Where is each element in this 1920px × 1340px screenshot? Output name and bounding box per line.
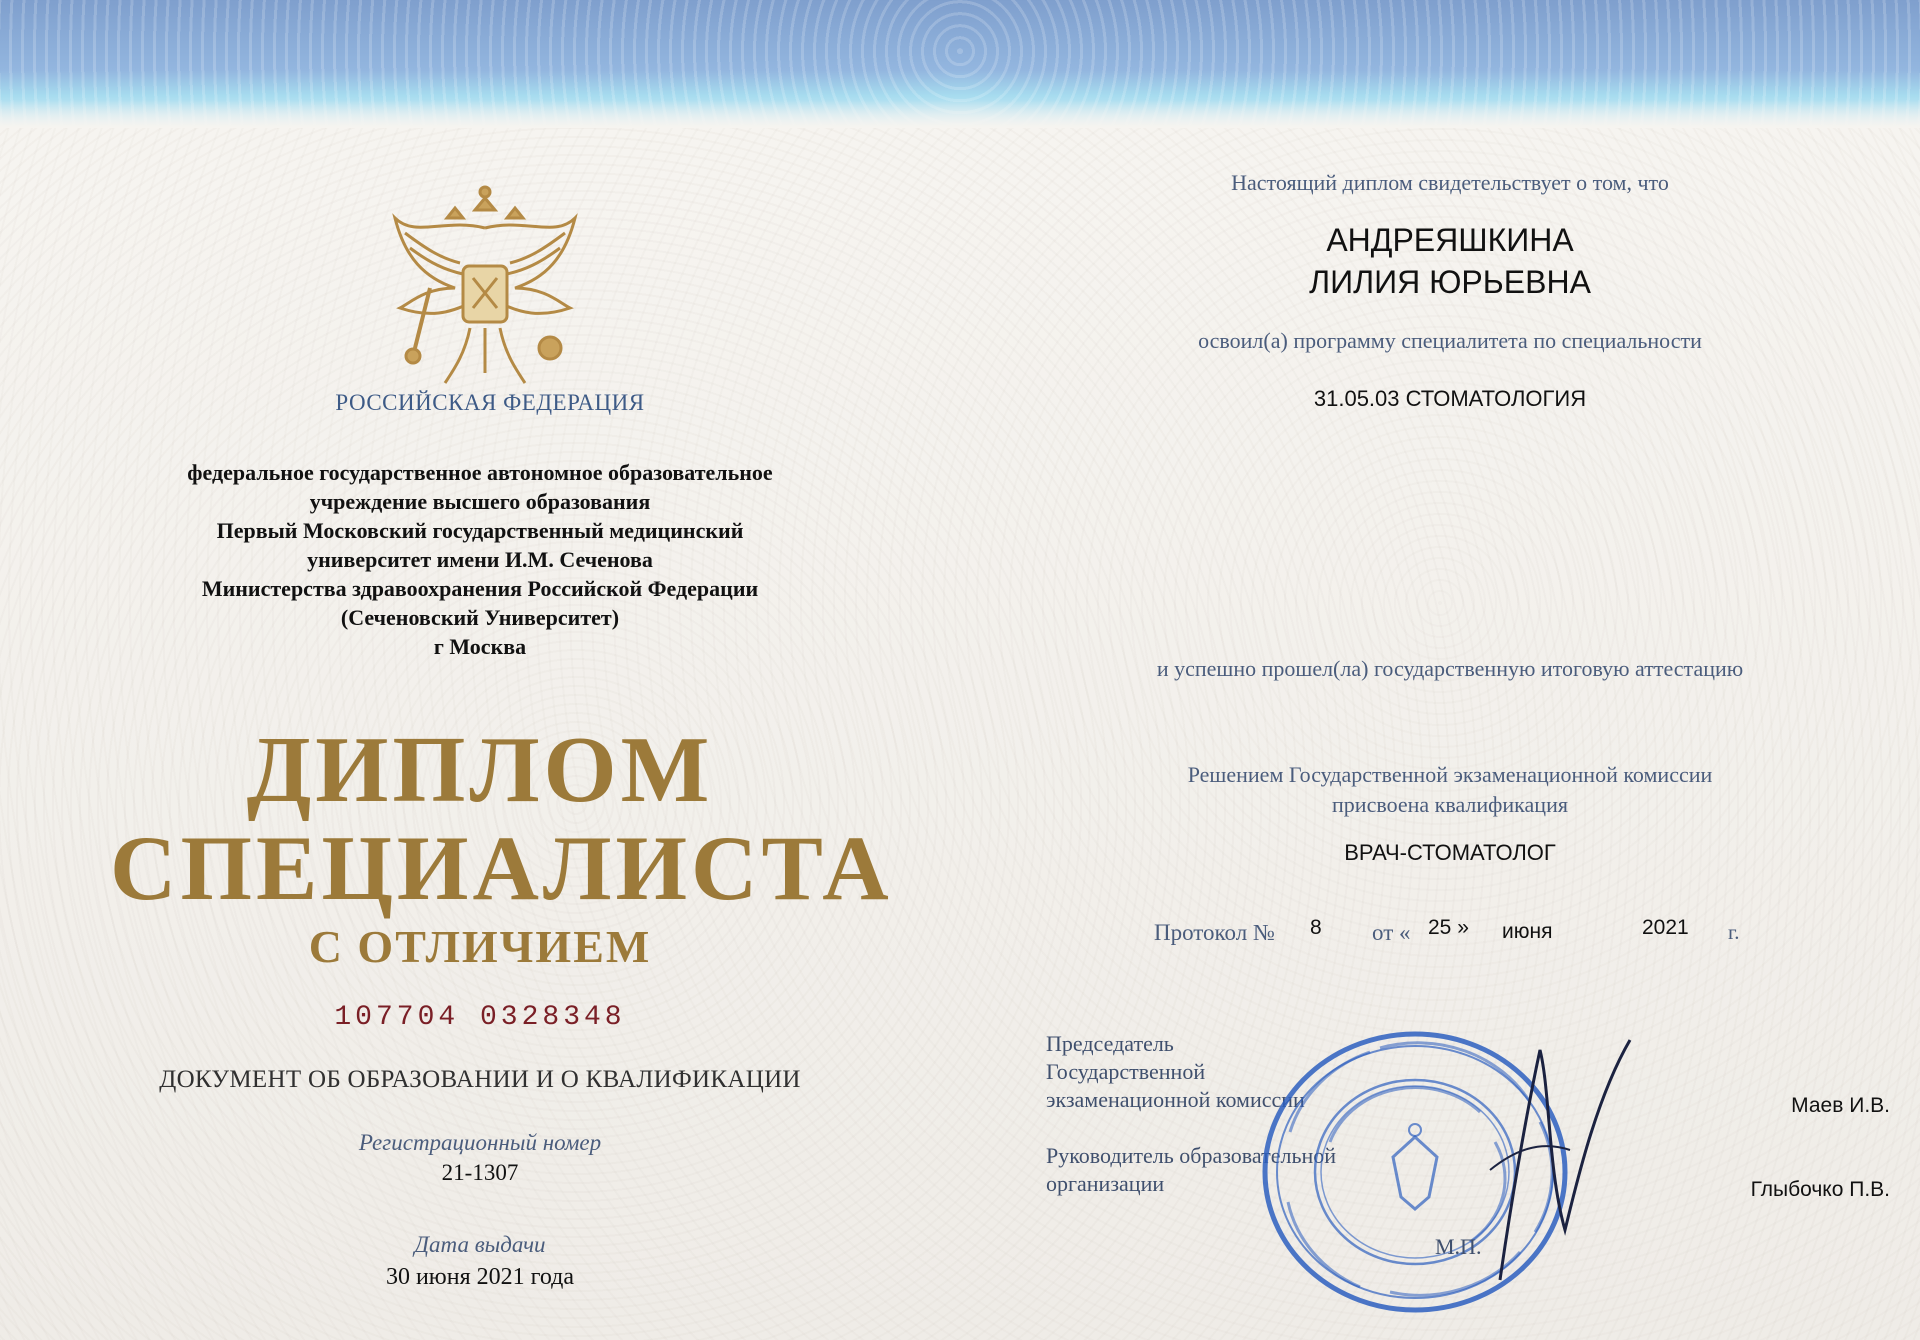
head-title-line: Руководитель образовательной — [1046, 1143, 1337, 1168]
chair-title-line: Председатель — [1046, 1031, 1174, 1056]
institution-name — [110, 458, 850, 661]
decorative-top-band — [0, 0, 1920, 128]
issue-date: 30 июня 2021 года — [385, 1264, 575, 1290]
certifies-text: Настоящий диплом свидетельствует о том, что — [1231, 170, 1669, 195]
registration-number: 21-1307 — [441, 1160, 519, 1185]
protocol-from: от « — [1372, 920, 1411, 945]
signature-icon — [1470, 1030, 1640, 1290]
country-name: РОССИЙСКАЯ ФЕДЕРАЦИЯ — [335, 390, 645, 415]
serial-number: 107704 0328348 — [334, 1002, 626, 1033]
diploma-title: ДИПЛОМ — [246, 718, 714, 822]
chair-title-line: экзаменационной комиссии — [1046, 1087, 1305, 1112]
issue-date-label: Дата выдачи — [414, 1232, 546, 1257]
protocol-number: 8 — [1310, 916, 1322, 939]
protocol-day: 25 » — [1428, 916, 1469, 939]
specialty: 31.05.03 СТОМАТОЛОГИЯ — [1313, 386, 1587, 411]
protocol-line — [1150, 916, 1770, 960]
institution-line: университет имени И.М. Сеченова — [307, 547, 653, 572]
qualification: ВРАЧ-СТОМАТОЛОГ — [1344, 840, 1556, 865]
mastered-program-text: освоил(а) программу специалитета по специальности — [1198, 328, 1702, 353]
registration-label: Регистрационный номер — [358, 1130, 602, 1155]
chair-name: Маев И.В. — [1791, 1094, 1890, 1117]
protocol-label: Протокол № — [1154, 920, 1275, 945]
graduate-given-names: ЛИЛИЯ ЮРЬЕВНА — [1309, 264, 1591, 300]
institution-line: учреждение высшего образования — [309, 489, 651, 514]
head-name: Глыбочко П.В. — [1750, 1178, 1890, 1201]
institution-line: г Москва — [433, 634, 527, 659]
institution-line: федеральное государственное автономное образовательное — [187, 460, 773, 485]
attestation-text: и успешно прошел(ла) государственную итоговую аттестацию — [1156, 656, 1744, 681]
diploma-honors: С ОТЛИЧИЕМ — [308, 921, 652, 972]
protocol-year-suffix: г. — [1728, 920, 1740, 944]
protocol-month: июня — [1502, 920, 1553, 943]
chair-title-line: Государственной — [1046, 1059, 1206, 1084]
coat-of-arms-icon — [385, 178, 585, 398]
diploma-title-degree: СПЕЦИАЛИСТА — [110, 817, 893, 919]
head-title-line: организации — [1046, 1171, 1165, 1196]
commission-decision — [1100, 760, 1800, 820]
decision-line: присвоена квалификация — [1332, 792, 1568, 817]
institution-line: Первый Московский государственный медицинский — [216, 518, 744, 543]
graduate-surname: АНДРЕЯШКИНА — [1326, 222, 1574, 258]
stamp-mark: М.П. — [1435, 1234, 1482, 1259]
institution-line: (Сеченовский Университет) — [340, 605, 620, 630]
decision-line: Решением Государственной экзаменационной комиссии — [1187, 762, 1713, 787]
protocol-year: 2021 — [1642, 916, 1689, 939]
institution-line: Министерства здравоохранения Российской Федерации — [201, 576, 759, 601]
document-type: ДОКУМЕНТ ОБ ОБРАЗОВАНИИ И О КВАЛИФИКАЦИИ — [159, 1066, 801, 1093]
